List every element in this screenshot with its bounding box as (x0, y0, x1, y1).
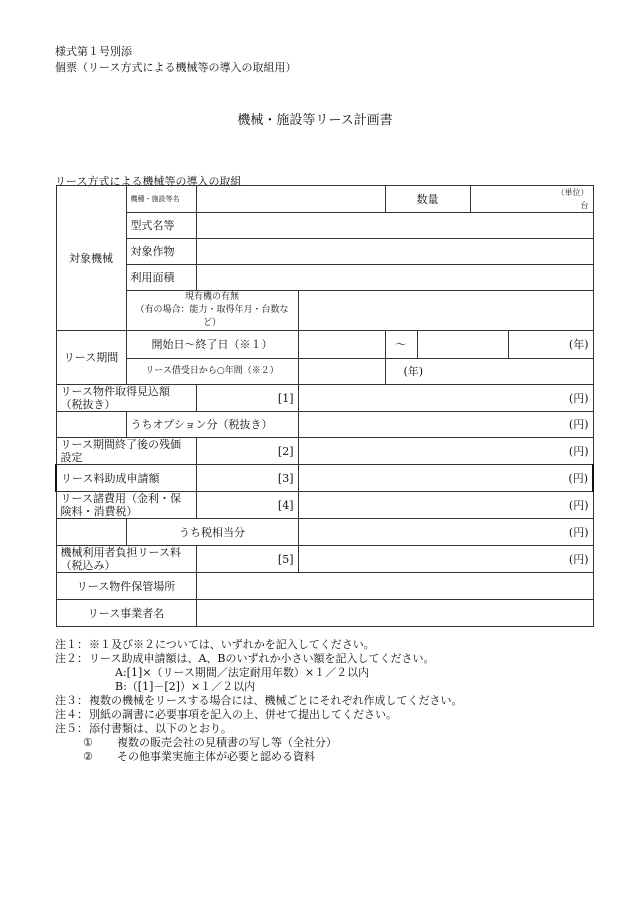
tax-portion-amount-field[interactable]: (円) (298, 519, 593, 546)
lease-plan-table (55, 185, 594, 627)
lessor-name-field[interactable] (196, 600, 593, 627)
note-item: 注４：別紙の調書に必要事項を記入の上、併せて提出してください。 (55, 708, 397, 721)
storage-location-label: リース物件保管場所 (56, 573, 196, 600)
note-item: 注３：複数の機械をリースする場合には、機械ごとにそれぞれ作成してください。 (55, 694, 463, 707)
form-subtitle: 個票（リース方式による機械等の導入の取組用） (55, 61, 297, 74)
years-field[interactable] (298, 359, 385, 385)
years-unit: (年) (385, 359, 593, 385)
notes-section (55, 638, 462, 764)
note-item: 注１：※１及び※２については、いずれかを記入してください。 (55, 638, 375, 651)
target-machine-label: 対象機械 (56, 186, 126, 331)
acquisition-amount-field[interactable]: (円) (298, 385, 593, 412)
option-label: うちオプション分（税抜き） (126, 412, 298, 438)
lessor-name-label: リース事業者名 (56, 600, 196, 627)
user-burden-label: 機械利用者負担リース料（税込み） (56, 546, 196, 573)
machine-name-field[interactable] (196, 186, 385, 213)
note-item: 注５：添付書類は、以下のとおり。 (55, 722, 232, 735)
option-amount-field[interactable]: (円) (298, 412, 593, 438)
residual-number: [2] (196, 438, 298, 465)
crop-label: 対象作物 (126, 239, 196, 265)
expenses-number: [4] (196, 492, 298, 519)
start-date-field[interactable] (298, 331, 385, 359)
expenses-label: リース諸費用（金利・保険料・消費税） (56, 492, 196, 519)
expenses-amount-field[interactable]: (円) (298, 492, 593, 519)
tax-portion-label: うち税相当分 (126, 519, 298, 546)
unit-label: （単位） (556, 188, 589, 197)
tilde-separator: ～ (385, 331, 417, 359)
page-title: 機械・施設等リース計画書 (237, 113, 393, 128)
note-item: ② その他事業実施主体が必要と認める資料 (83, 750, 315, 763)
machine-name-label: 機種・施設等名 (126, 186, 196, 213)
acquisition-number: [1] (196, 385, 298, 412)
user-burden-amount-field[interactable]: (円) (298, 546, 593, 573)
crop-field[interactable] (196, 239, 593, 265)
unit-value: 台 (580, 201, 589, 210)
area-field[interactable] (196, 265, 593, 291)
model-field[interactable] (196, 213, 593, 239)
quantity-unit-field[interactable] (470, 186, 593, 213)
note-item: 注２：リース助成申請額は、A、Bのいずれか小さい額を記入してください。 (55, 652, 435, 665)
period-year-unit: (年) (508, 331, 593, 359)
table-caption: リース方式による機械等の導入の取組 (55, 175, 242, 188)
acquisition-label: リース物件取得見込額（税抜き） (56, 385, 196, 412)
note-item: ① 複数の販売会社の見積書の写し等（全社分） (83, 736, 337, 749)
user-burden-number: [5] (196, 546, 298, 573)
area-label: 利用面積 (126, 265, 196, 291)
residual-label: リース期間終了後の残価設定 (56, 438, 196, 465)
end-date-field[interactable] (417, 331, 508, 359)
quantity-label: 数量 (385, 186, 470, 213)
start-end-label: 開始日～終了日（※１） (126, 331, 298, 359)
years-from-receipt-label: リース借受日から○年間（※２） (126, 359, 298, 385)
existing-machine-field[interactable] (298, 291, 593, 331)
subsidy-amount-field[interactable]: (円) (298, 465, 593, 492)
note-item: A:[1]×（リース期間／法定耐用年数）×１／２以内 (115, 666, 370, 679)
subsidy-label: リース料助成申請額 (56, 465, 196, 492)
residual-amount-field[interactable]: (円) (298, 438, 593, 465)
existing-machine-label: 現有機の有無 （有の場合：能力・取得年月・台数など） (126, 291, 298, 331)
subsidy-number: [3] (196, 465, 298, 492)
form-number: 様式第１号別添 (55, 45, 132, 58)
lease-period-label: リース期間 (56, 331, 126, 385)
model-label: 型式名等 (126, 213, 196, 239)
storage-location-field[interactable] (196, 573, 593, 600)
note-item: B:（[1]－[2]）×１／２以内 (115, 680, 256, 693)
